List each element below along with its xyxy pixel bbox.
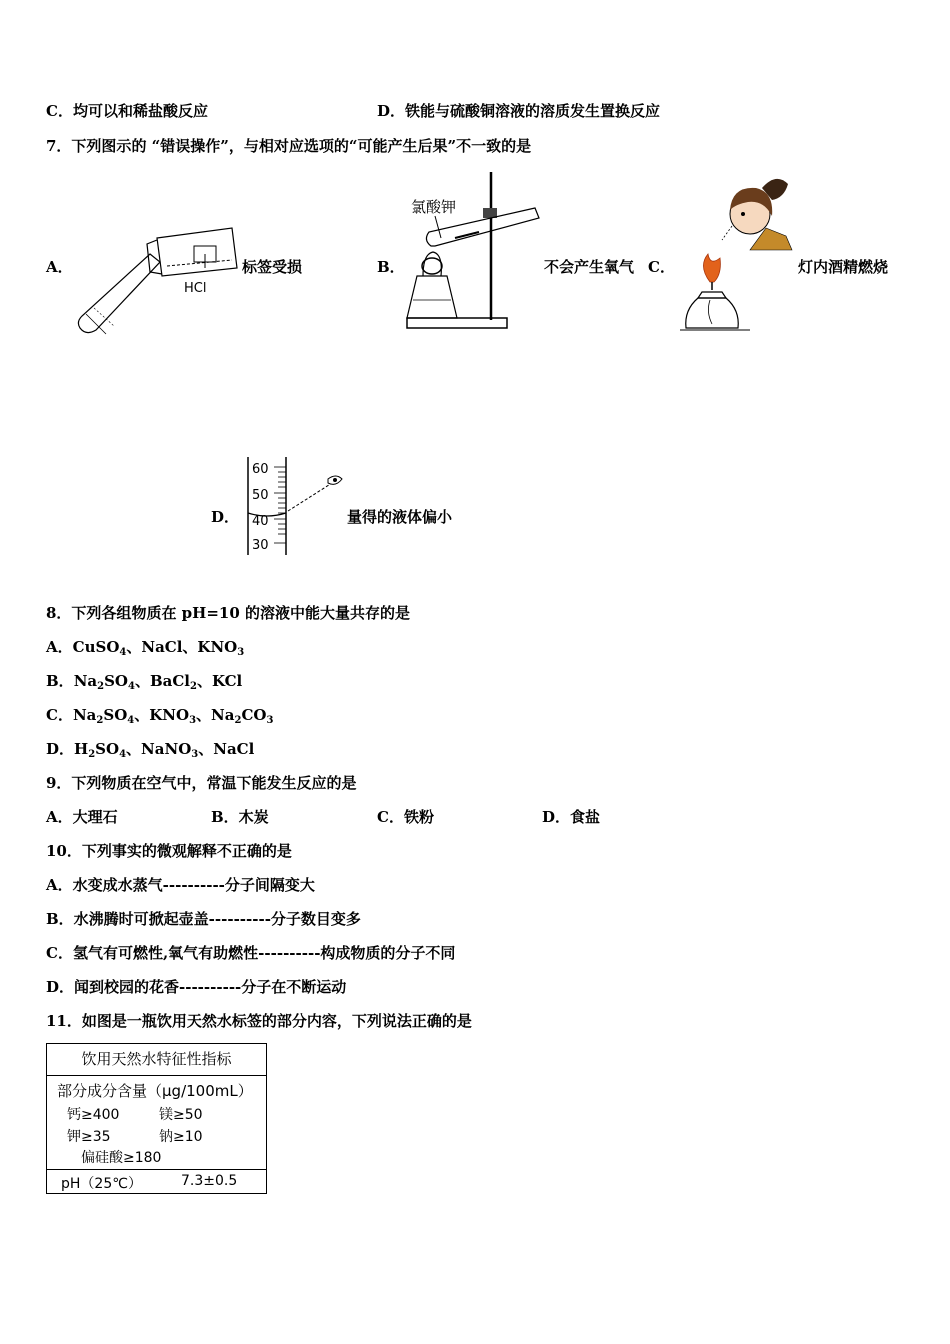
- ph-value: 7.3±0.5: [181, 1173, 238, 1189]
- q9-stem: 9．下列物质在空气中，常温下能发生反应的是: [46, 774, 357, 792]
- water-label-table: [46, 1043, 267, 1194]
- tick-30: 30: [252, 538, 269, 553]
- hcl-label: HCl: [184, 281, 207, 296]
- q6-option-d: D．铁能与硫酸铜溶液的溶质发生置换反应: [377, 102, 661, 120]
- heating-potassium-chlorate-diagram: [405, 168, 545, 333]
- sodium-content: 钠≥10: [159, 1129, 203, 1145]
- q10-option-d: D．闻到校园的花香----------分子在不断运动: [46, 978, 347, 996]
- tick-40: 40: [252, 514, 269, 529]
- q7-option-b-label: B．: [377, 258, 405, 276]
- q10-option-c: C．氢气有可燃性,氧气有助燃性----------构成物质的分子不同: [46, 944, 456, 962]
- water-label-title: 饮用天然水特征性指标: [47, 1044, 266, 1076]
- metasilicic-acid-content: 偏硅酸≥180: [81, 1150, 162, 1166]
- calcium-content: 钙≥400: [67, 1107, 120, 1123]
- tick-60: 60: [252, 462, 269, 477]
- q9-option-a: A．大理石: [46, 808, 118, 826]
- q9-option-b: B．木炭: [211, 808, 269, 826]
- q10-stem: 10．下列事实的微观解释不正确的是: [46, 842, 292, 860]
- q9-option-c: C．铁粉: [377, 808, 434, 826]
- q8-option-a: A．CuSO$_4$、NaCl、$KNO_3$: [46, 638, 245, 658]
- q8-option-d: D．$H_2SO_4$、NaNO$_3$、NaCl: [46, 740, 255, 760]
- potassium-content: 钾≥35: [67, 1129, 111, 1145]
- ph-row: [47, 1169, 266, 1195]
- ph-name: pH（25℃）: [61, 1176, 142, 1192]
- q7-option-a-caption: 标签受损: [242, 258, 303, 276]
- blowing-out-alcohol-lamp-diagram: [680, 170, 795, 335]
- q7-option-a-label: A．: [46, 258, 73, 276]
- q10-option-b: B．水沸腾时可掀起壶盖----------分子数目变多: [46, 910, 361, 928]
- q8-option-c: C．$Na_2SO_4$、$KNO_3$、$Na_2CO_3$: [46, 706, 274, 726]
- q7-option-b-caption: 不会产生氧气: [544, 258, 635, 276]
- q11-stem: 11．如图是一瓶饮用天然水标签的部分内容，下列说法正确的是: [46, 1012, 472, 1030]
- q8-stem: 8．下列各组物质在 pH=10 的溶液中能大量共存的是: [46, 604, 410, 622]
- q7-stem: 7．下列图示的 “错误操作”，与相对应选项的“可能产生后果”不一致的是: [46, 137, 532, 155]
- q7-option-c-label: C．: [648, 258, 675, 276]
- q8-option-b: B．$Na_2SO_4$、BaCl$_2$、KCl: [46, 672, 243, 692]
- q7-option-d-label: D．: [211, 508, 240, 526]
- q9-option-d: D．食盐: [542, 808, 601, 826]
- tick-50: 50: [252, 488, 269, 503]
- q7-option-d-caption: 量得的液体偏小: [347, 508, 453, 526]
- magnesium-content: 镁≥50: [159, 1107, 203, 1123]
- q7-option-c-caption: 灯内酒精燃烧: [798, 258, 889, 276]
- pouring-hcl-diagram: [72, 218, 242, 338]
- potassium-chlorate-label: 氯酸钾: [411, 198, 457, 216]
- graduated-cylinder-diagram: [244, 455, 344, 557]
- q10-option-a: A．水变成水蒸气----------分子间隔变大: [46, 876, 315, 894]
- q6-option-c: C．均可以和稀盐酸反应: [46, 102, 208, 120]
- water-label-subtitle: 部分成分含量（μg/100mL）: [57, 1082, 253, 1100]
